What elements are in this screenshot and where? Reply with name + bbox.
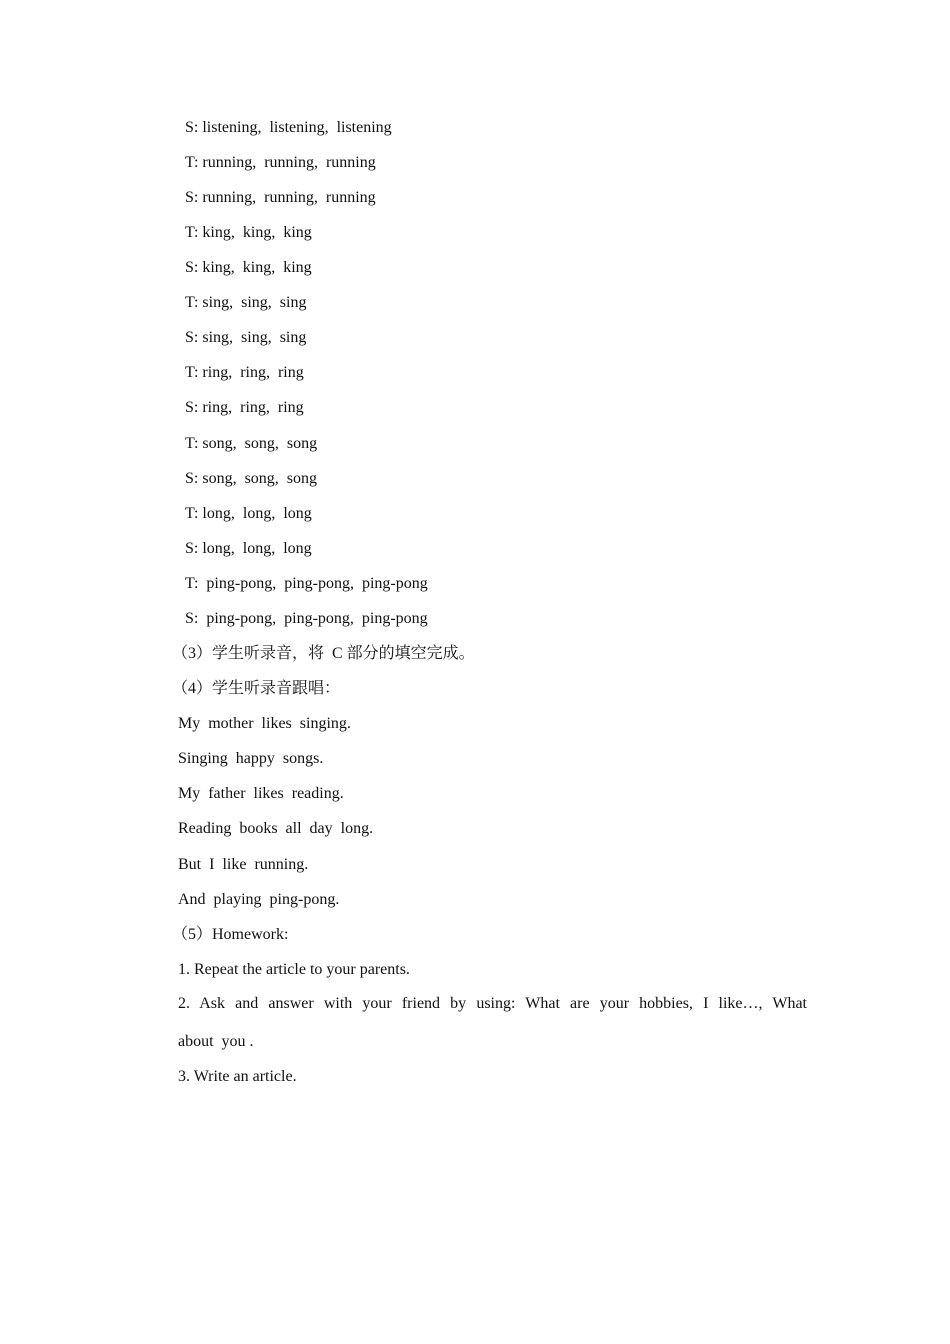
dialogue-line: S: sing, sing, sing bbox=[185, 329, 307, 346]
chant-line: But I like running. bbox=[178, 856, 309, 873]
dialogue-line: T: king, king, king bbox=[185, 224, 312, 241]
homework-item-3: 3. Write an article. bbox=[178, 1068, 297, 1085]
dialogue-line: T: long, long, long bbox=[185, 505, 312, 522]
dialogue-line: T: sing, sing, sing bbox=[185, 294, 307, 311]
step-5-homework-heading: （5）Homework: bbox=[172, 926, 289, 943]
chant-line: Singing happy songs. bbox=[178, 750, 324, 767]
homework-item-2-continued: about you . bbox=[178, 1033, 254, 1050]
chant-line: My mother likes singing. bbox=[178, 715, 351, 732]
homework-item-2: 2. Ask and answer with your friend by using: What are your hobbies, I like…, What bbox=[178, 995, 807, 1012]
chant-line: Reading books all day long. bbox=[178, 820, 374, 837]
dialogue-line: S: listening, listening, listening bbox=[185, 119, 392, 136]
dialogue-line: S: king, king, king bbox=[185, 259, 312, 276]
homework-item-1: 1. Repeat the article to your parents. bbox=[178, 961, 410, 978]
dialogue-line: S: running, running, running bbox=[185, 189, 376, 206]
chant-line: And playing ping-pong. bbox=[178, 891, 340, 908]
dialogue-line: T: ring, ring, ring bbox=[185, 364, 304, 381]
dialogue-line: S: ring, ring, ring bbox=[185, 399, 304, 416]
dialogue-line: T: running, running, running bbox=[185, 154, 376, 171]
step-3-instruction: （3）学生听录音，将 C 部分的填空完成。 bbox=[172, 645, 475, 662]
dialogue-line: T: song, song, song bbox=[185, 435, 318, 452]
chant-line: My father likes reading. bbox=[178, 785, 344, 802]
dialogue-line: T: ping-pong, ping-pong, ping-pong bbox=[185, 575, 428, 592]
dialogue-line: S: song, song, song bbox=[185, 470, 318, 487]
dialogue-line: S: ping-pong, ping-pong, ping-pong bbox=[185, 610, 428, 627]
step-4-instruction: （4）学生听录音跟唱： bbox=[172, 680, 341, 697]
dialogue-line: S: long, long, long bbox=[185, 540, 312, 557]
